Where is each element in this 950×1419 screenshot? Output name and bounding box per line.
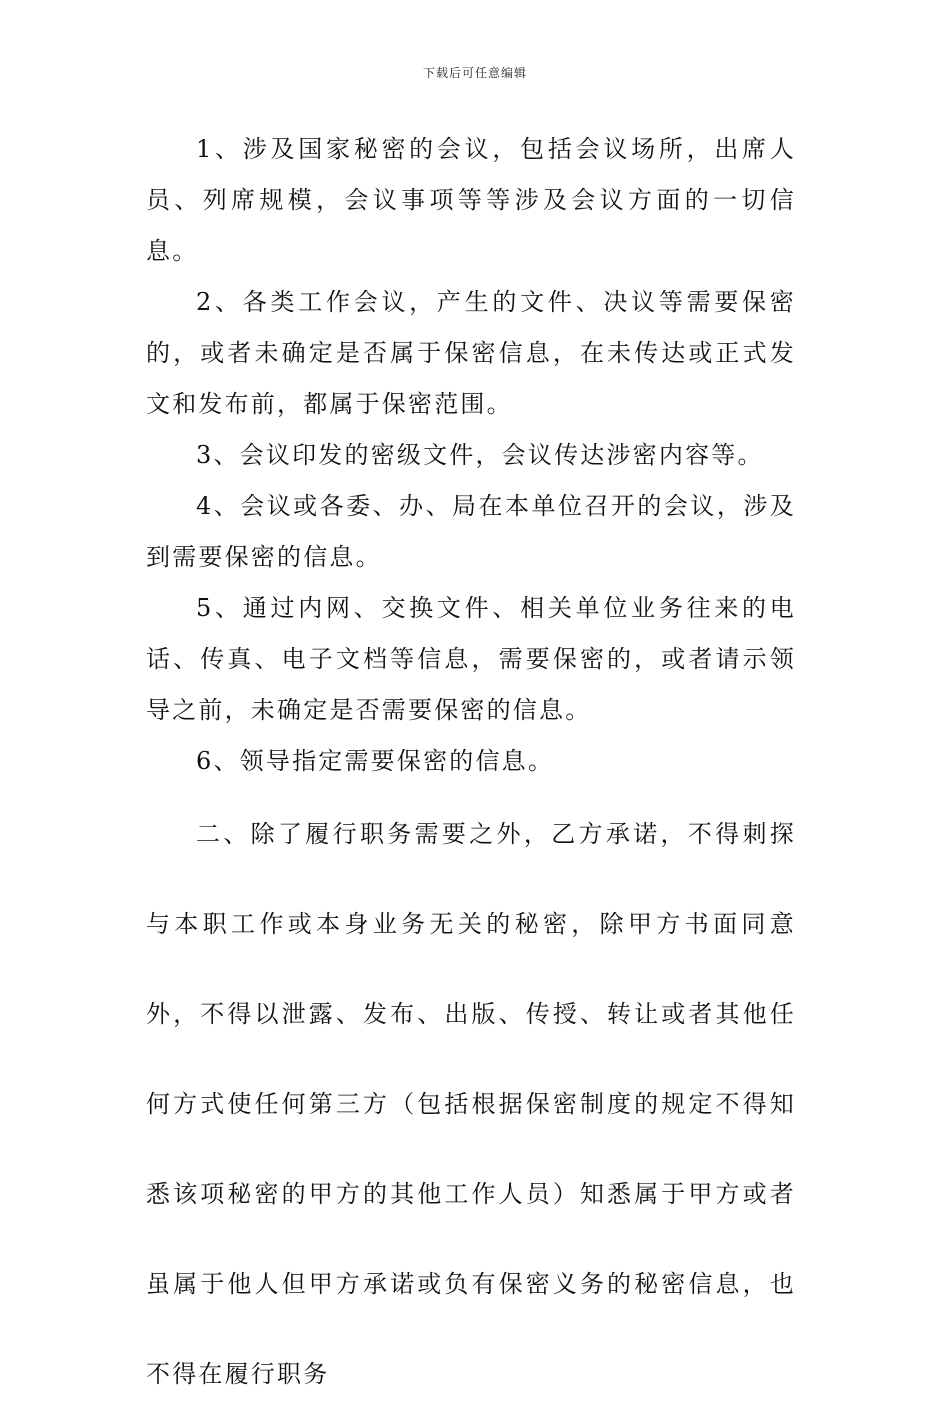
clause-3: 3、会议印发的密级文件，会议传达涉密内容等。 [196,441,764,469]
clause-6: 6、领导指定需要保密的信息。 [196,747,555,775]
clause-2: 2、各类工作会议，产生的文件、决议等需要保密的，或者未确定是否属于保密信息，在未传达或正式发文和发布前，都属于保密范围。 [146,288,796,418]
page-header: 下载后可任意编辑 [422,66,527,80]
clause-5: 5、通过内网、交换文件、相关单位业务往来的电话、传真、电子文档等信息，需要保密的，或者请示领导之前，未确定是否需要保密的信息。 [146,594,796,724]
document-body [146,124,796,1419]
clause-4: 4、会议或各委、办、局在本单位召开的会议，涉及到需要保密的信息。 [146,492,796,571]
section-two-paragraph: 二、除了履行职务需要之外，乙方承诺，不得刺探与本职工作或本身业务无关的秘密，除甲方书面同意外，不得以泄露、发布、出版、传授、转让或者其他任何方式使任何第三方（包括根据保密制度的规定不得知悉该项秘密的甲方的其他工作人员）知悉属于甲方或者虽属于他人但甲方承诺或负有保密义务的秘密信息，也不得在履行职务 [146,820,796,1388]
clause-1: 1、涉及国家秘密的会议，包括会议场所，出席人员、列席规模，会议事项等等涉及会议方面的一切信息。 [146,135,796,265]
